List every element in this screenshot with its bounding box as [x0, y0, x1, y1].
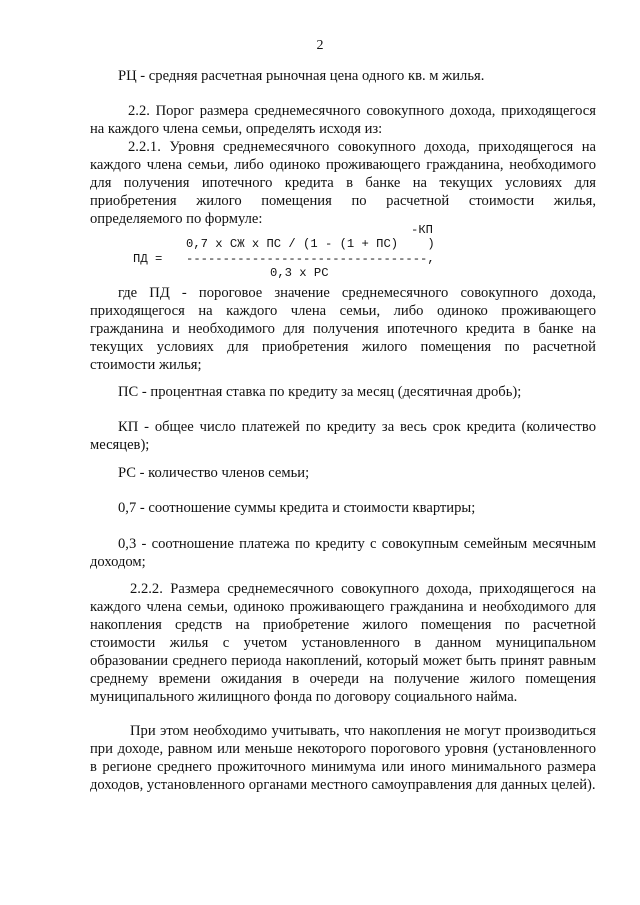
- formula-denominator: 0,3 х РС: [270, 266, 329, 280]
- paragraph-2-2: 2.2. Порог размера среднемесячного совокупного дохода, приходящегося на каждого члена семьи, определять исходя из:: [90, 103, 596, 137]
- formula-fraction-bar: ---------------------------------,: [186, 252, 435, 266]
- paragraph-where-pd: где ПД - пороговое значение среднемесячного совокупного дохода, приходящегося на каждого члена семьи, либо одиноко проживающего гражданина и необходимого для получения ипотечного кредита в банке на текущих условиях для приобретения жилого помещения по расчетной стоимости жилья;: [90, 285, 596, 373]
- paragraph-note: При этом необходимо учитывать, что накопления не могут производиться при доходе, равном или меньше некоторого порогового уровня (установленного в регионе среднего прожиточного минимума или иного минимального размера доходов, установленного органами местного самоуправления для данных целей).: [90, 723, 596, 793]
- formula-numerator: 0,7 х СЖ х ПС / (1 - (1 + ПС) ): [186, 237, 435, 251]
- formula-lhs: ПД =: [133, 252, 170, 266]
- paragraph-2-2-1: 2.2.1. Уровня среднемесячного совокупного дохода, приходящегося на каждого члена семьи, либо одиноко проживающего гражданина, необходимого для получения ипотечного кредита в банке на текущих условиях для приобретения жилого помещения по расчетной стоимости жилья, определяемого по формуле:: [90, 139, 596, 227]
- paragraph-03-definition: 0,3 - соотношение платежа по кредиту с совокупным семейным месячным доходом;: [90, 536, 596, 570]
- paragraph-07-definition: 0,7 - соотношение суммы кредита и стоимости квартиры;: [118, 500, 476, 516]
- paragraph-rc-definition: РЦ - средняя расчетная рыночная цена одного кв. м жилья.: [118, 68, 485, 84]
- paragraph-rs-definition: РС - количество членов семьи;: [118, 465, 310, 481]
- paragraph-2-2-2: 2.2.2. Размера среднемесячного совокупного дохода, приходящегося на каждого члена семьи, одиноко проживающего гражданина и необходимого для накопления средств на приобретение жилого помещения по расчетной стоимости жилья с учетом установленного в данном муниципальном образовании среднего периода накоплений, который может быть принят равным среднему времени ожидания в очереди на получение жилого помещения муниципального жилищного фонда по договору социального найма.: [90, 581, 596, 705]
- paragraph-kp-definition: КП - общее число платежей по кредиту за весь срок кредита (количество месяцев);: [90, 419, 596, 453]
- formula-exponent: -КП: [411, 223, 433, 237]
- paragraph-ps-definition: ПС - процентная ставка по кредиту за месяц (десятичная дробь);: [118, 384, 522, 400]
- page-number: 2: [316, 38, 324, 53]
